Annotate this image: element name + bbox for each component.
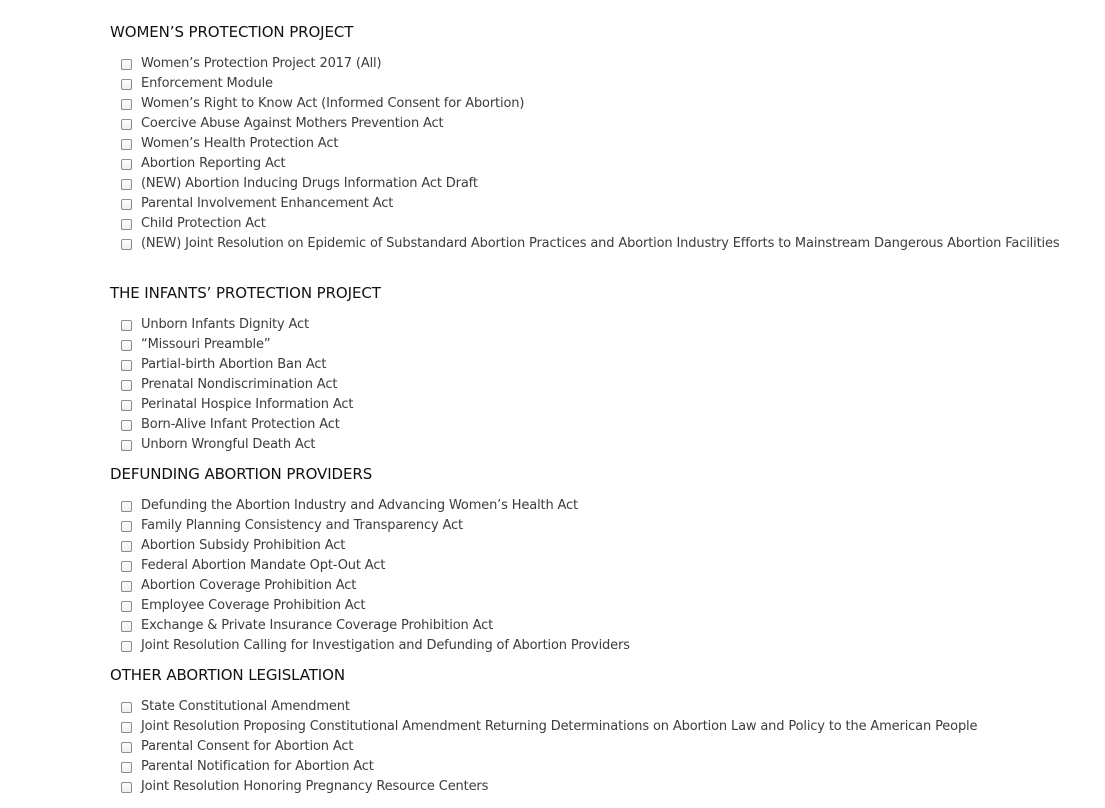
section-heading: THE INFANTS’ PROTECTION PROJECT bbox=[110, 284, 381, 302]
item-checkbox[interactable] bbox=[121, 360, 132, 371]
checklist-item bbox=[110, 717, 1100, 737]
checklist-item bbox=[110, 636, 1100, 656]
item-label[interactable]: Unborn Infants Dignity Act bbox=[141, 317, 309, 332]
item-checkbox[interactable] bbox=[121, 541, 132, 552]
checklist-item bbox=[110, 54, 1100, 74]
checklist-item bbox=[110, 616, 1100, 636]
section-heading: WOMEN’S PROTECTION PROJECT bbox=[110, 23, 354, 41]
item-list bbox=[110, 496, 1100, 656]
checklist-item bbox=[110, 697, 1100, 717]
item-checkbox[interactable] bbox=[121, 59, 132, 70]
item-label[interactable]: Parental Involvement Enhancement Act bbox=[141, 196, 394, 211]
checklist-item bbox=[110, 737, 1100, 757]
item-label[interactable]: Women’s Health Protection Act bbox=[141, 136, 339, 151]
item-label[interactable]: Abortion Reporting Act bbox=[141, 156, 286, 171]
checklist-item bbox=[110, 395, 1100, 415]
checklist-item bbox=[110, 516, 1100, 536]
item-list bbox=[110, 54, 1100, 254]
item-checkbox[interactable] bbox=[121, 782, 132, 793]
checklist-item bbox=[110, 194, 1100, 214]
item-label[interactable]: Parental Consent for Abortion Act bbox=[141, 739, 354, 754]
checklist-item bbox=[110, 435, 1100, 455]
item-label[interactable]: Joint Resolution Honoring Pregnancy Resource Centers bbox=[141, 779, 489, 794]
item-label[interactable]: “Missouri Preamble” bbox=[141, 337, 271, 352]
item-label[interactable]: Partial-birth Abortion Ban Act bbox=[141, 357, 327, 372]
item-checkbox[interactable] bbox=[121, 239, 132, 250]
checklist-item bbox=[110, 415, 1100, 435]
item-checkbox[interactable] bbox=[121, 501, 132, 512]
item-checkbox[interactable] bbox=[121, 722, 132, 733]
item-label[interactable]: Women’s Protection Project 2017 (All) bbox=[141, 56, 382, 71]
item-checkbox[interactable] bbox=[121, 581, 132, 592]
checklist-item bbox=[110, 757, 1100, 777]
item-label[interactable]: Federal Abortion Mandate Opt-Out Act bbox=[141, 558, 386, 573]
item-checkbox[interactable] bbox=[121, 179, 132, 190]
checklist-item bbox=[110, 556, 1100, 576]
item-label[interactable]: Parental Notification for Abortion Act bbox=[141, 759, 374, 774]
item-checkbox[interactable] bbox=[121, 99, 132, 110]
checklist-item bbox=[110, 234, 1100, 254]
item-checkbox[interactable] bbox=[121, 199, 132, 210]
item-label[interactable]: Abortion Coverage Prohibition Act bbox=[141, 578, 357, 593]
checklist-item bbox=[110, 777, 1100, 797]
checklist-item bbox=[110, 154, 1100, 174]
item-checkbox[interactable] bbox=[121, 400, 132, 411]
checklist-item bbox=[110, 576, 1100, 596]
item-label[interactable]: Coercive Abuse Against Mothers Prevention Act bbox=[141, 116, 444, 131]
item-checkbox[interactable] bbox=[121, 380, 132, 391]
item-label[interactable]: Women’s Right to Know Act (Informed Consent for Abortion) bbox=[141, 96, 525, 111]
checklist-item bbox=[110, 496, 1100, 516]
item-label[interactable]: Employee Coverage Prohibition Act bbox=[141, 598, 366, 613]
item-checkbox[interactable] bbox=[121, 340, 132, 351]
item-checkbox[interactable] bbox=[121, 601, 132, 612]
item-checkbox[interactable] bbox=[121, 762, 132, 773]
checklist-item bbox=[110, 74, 1100, 94]
item-checkbox[interactable] bbox=[121, 119, 132, 130]
item-checkbox[interactable] bbox=[121, 621, 132, 632]
item-checkbox[interactable] bbox=[121, 702, 132, 713]
section-heading: OTHER ABORTION LEGISLATION bbox=[110, 666, 345, 684]
item-checkbox[interactable] bbox=[121, 742, 132, 753]
checklist-item bbox=[110, 114, 1100, 134]
checklist-item bbox=[110, 134, 1100, 154]
item-checkbox[interactable] bbox=[121, 521, 132, 532]
checklist-item bbox=[110, 596, 1100, 616]
item-list bbox=[110, 315, 1100, 455]
checklist-item bbox=[110, 214, 1100, 234]
checklist-item bbox=[110, 315, 1100, 335]
section-infants-protection-project bbox=[110, 283, 1100, 455]
item-label[interactable]: Unborn Wrongful Death Act bbox=[141, 437, 316, 452]
item-checkbox[interactable] bbox=[121, 420, 132, 431]
checklist-item bbox=[110, 536, 1100, 556]
checklist-item bbox=[110, 94, 1100, 114]
item-label[interactable]: (NEW) Joint Resolution on Epidemic of Substandard Abortion Practices and Abortion Industry Efforts to Mainstream Dangerous Abortion Facilities bbox=[141, 236, 1060, 251]
item-checkbox[interactable] bbox=[121, 561, 132, 572]
section-womens-protection-project bbox=[110, 22, 1100, 254]
section-heading: DEFUNDING ABORTION PROVIDERS bbox=[110, 465, 373, 483]
item-label[interactable]: State Constitutional Amendment bbox=[141, 699, 350, 714]
item-checkbox[interactable] bbox=[121, 219, 132, 230]
checklist-item bbox=[110, 335, 1100, 355]
item-label[interactable]: Prenatal Nondiscrimination Act bbox=[141, 377, 338, 392]
item-label[interactable]: Abortion Subsidy Prohibition Act bbox=[141, 538, 346, 553]
item-label[interactable]: Joint Resolution Proposing Constitutional Amendment Returning Determinations on Abortion Law and Policy to the American People bbox=[141, 719, 978, 734]
checklist-item bbox=[110, 355, 1100, 375]
section-defunding-abortion-providers bbox=[110, 464, 1100, 656]
item-checkbox[interactable] bbox=[121, 440, 132, 451]
item-label[interactable]: Perinatal Hospice Information Act bbox=[141, 397, 354, 412]
item-label[interactable]: Born-Alive Infant Protection Act bbox=[141, 417, 340, 432]
item-label[interactable]: Exchange & Private Insurance Coverage Prohibition Act bbox=[141, 618, 494, 633]
item-checkbox[interactable] bbox=[121, 641, 132, 652]
item-checkbox[interactable] bbox=[121, 320, 132, 331]
item-label[interactable]: Enforcement Module bbox=[141, 76, 273, 91]
item-label[interactable]: (NEW) Abortion Inducing Drugs Information Act Draft bbox=[141, 176, 478, 191]
item-checkbox[interactable] bbox=[121, 139, 132, 150]
item-label[interactable]: Defunding the Abortion Industry and Advancing Women’s Health Act bbox=[141, 498, 579, 513]
section-other-abortion-legislation bbox=[110, 665, 1100, 797]
item-label[interactable]: Family Planning Consistency and Transparency Act bbox=[141, 518, 463, 533]
item-label[interactable]: Joint Resolution Calling for Investigation and Defunding of Abortion Providers bbox=[141, 638, 630, 653]
item-label[interactable]: Child Protection Act bbox=[141, 216, 266, 231]
checklist-item bbox=[110, 375, 1100, 395]
item-checkbox[interactable] bbox=[121, 79, 132, 90]
item-checkbox[interactable] bbox=[121, 159, 132, 170]
item-list bbox=[110, 697, 1100, 797]
checklist-item bbox=[110, 174, 1100, 194]
